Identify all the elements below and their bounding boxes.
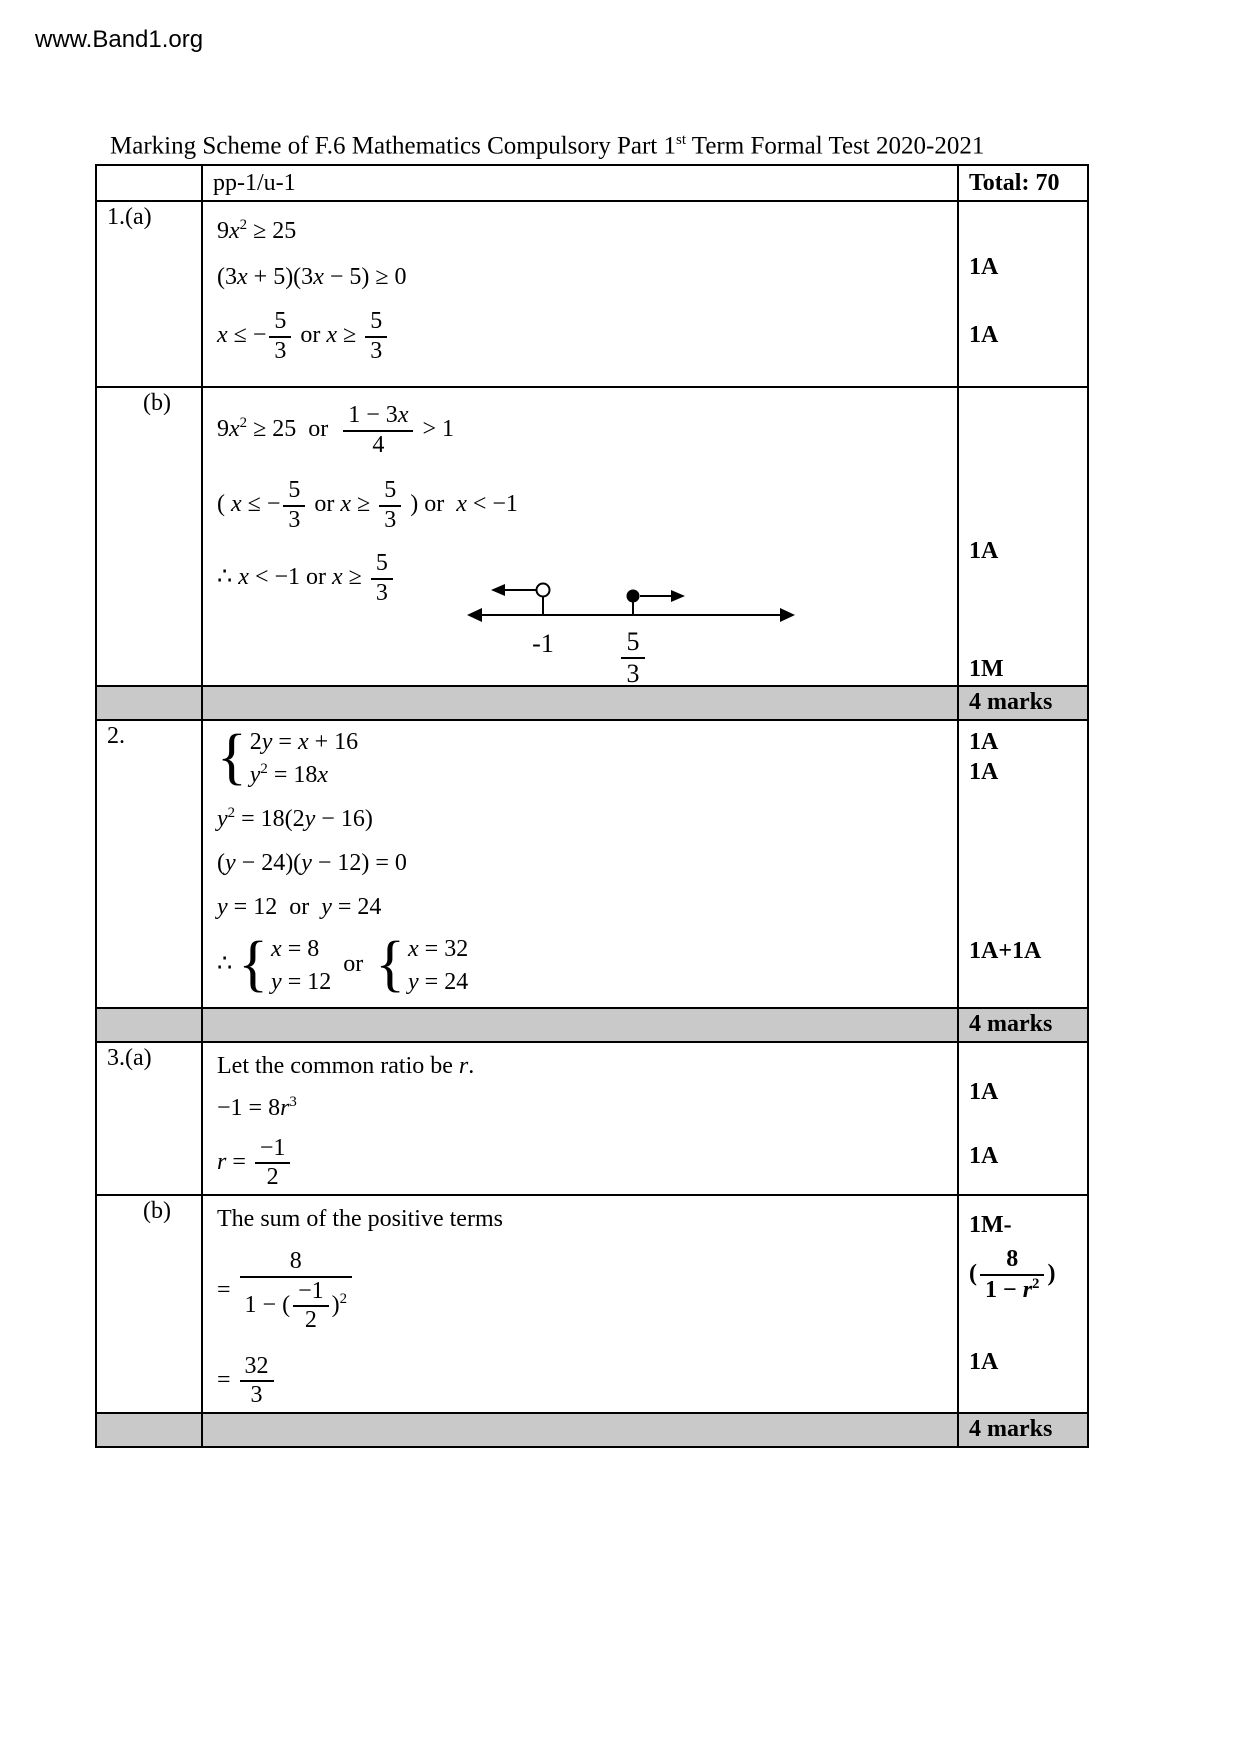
subtotal-marks: 4 marks bbox=[958, 1413, 1088, 1447]
paper-code: pp-1/u-1 bbox=[202, 165, 958, 201]
axis-label-left: -1 bbox=[532, 629, 554, 658]
subtotal-row-2 bbox=[96, 1008, 1088, 1042]
subtotal-marks: 4 marks bbox=[958, 686, 1088, 720]
math-line: (3x + 5)(3x − 5) ≥ 0 bbox=[217, 264, 407, 290]
subtotal-marks: 4 marks bbox=[958, 1008, 1088, 1042]
right-ray-arrow-icon bbox=[671, 590, 685, 602]
row-q3a bbox=[96, 1042, 1088, 1195]
math-line: x ≤ − $\frac{5}{3}$ or x ≥ $\frac{5}{3}$ bbox=[217, 308, 947, 365]
solution-cell-1b bbox=[202, 387, 958, 686]
math-line: (y − 24)(y − 12) = 0 bbox=[217, 849, 407, 876]
subtotal-empty bbox=[202, 1008, 958, 1042]
subtotal-empty bbox=[96, 686, 202, 720]
table-header-row bbox=[96, 165, 1088, 201]
subtotal-empty bbox=[96, 1008, 202, 1042]
marks-cell-3a bbox=[958, 1042, 1088, 1195]
mark-badge: 1A bbox=[969, 759, 999, 786]
filled-dot-icon bbox=[627, 590, 640, 603]
solution-cell-2 bbox=[202, 720, 958, 1008]
math-line: $9x^2 \ge 25$ bbox=[217, 217, 297, 244]
solution-cell-1a bbox=[202, 201, 958, 387]
marks-cell-3b bbox=[958, 1195, 1088, 1413]
mark-badge: 1M bbox=[969, 656, 1004, 683]
math-line: r = $\frac{-1}{2}$ bbox=[217, 1135, 947, 1192]
mark-badge: 1M- bbox=[969, 1211, 1012, 1238]
title-text: Marking Scheme of F.6 Mathematics Compulsory Part 1 bbox=[110, 132, 676, 160]
math-line: y = 12 or y = 24 bbox=[217, 893, 382, 920]
mark-badge: ( $\frac{8}{1 - r^2}$ ) bbox=[969, 1246, 1056, 1303]
math-line: The sum of the positive terms bbox=[217, 1205, 503, 1232]
mark-badge: 1A bbox=[969, 1348, 999, 1375]
row-q1b bbox=[96, 387, 1088, 686]
header-empty-cell bbox=[96, 165, 202, 201]
math-line: { 2y = x + 16 $y^2 = 18x$ bbox=[217, 723, 359, 792]
axis-label-denominator: 3 bbox=[626, 659, 640, 688]
math-line: Let the common ratio be r. bbox=[217, 1052, 475, 1079]
page-title bbox=[110, 132, 984, 160]
site-watermark: www.Band1.org bbox=[35, 26, 204, 53]
marks-cell-2 bbox=[958, 720, 1088, 1008]
axis-left-arrow-icon bbox=[467, 608, 482, 622]
subtotal-empty bbox=[96, 1413, 202, 1447]
left-ray-arrow-icon bbox=[491, 584, 505, 596]
axis-label-numerator: 5 bbox=[626, 627, 640, 656]
math-line: $-1 = 8r^3$ bbox=[217, 1093, 297, 1121]
open-circle-icon bbox=[537, 584, 550, 597]
question-label-1b: (b) bbox=[96, 387, 202, 686]
row-q2 bbox=[96, 720, 1088, 1008]
number-line-diagram bbox=[461, 570, 801, 695]
title-ordinal: st bbox=[675, 132, 686, 148]
mark-badge: 1A+1A bbox=[969, 937, 1042, 964]
math-line: ( x ≤ − $\frac{5}{3}$ or x ≥ $\frac{5}{3}$ ) or x < −1 bbox=[217, 477, 518, 533]
question-label-2: 2. bbox=[96, 720, 202, 1008]
mark-badge: 1A bbox=[969, 1143, 999, 1170]
mark-badge: 1A bbox=[969, 254, 999, 280]
row-q3b bbox=[96, 1195, 1088, 1413]
solution-cell-3a bbox=[202, 1042, 958, 1195]
subtotal-row-3 bbox=[96, 1413, 1088, 1447]
math-line: $9x^2 \ge 25$ or $\frac{1 - 3x}{4}$ > 1 bbox=[217, 402, 455, 458]
math-line: ∴ { x = 8 y = 12 or { x = 32 y = 24 bbox=[217, 930, 469, 999]
math-line: = 8 1 − ( $\frac{-1}{2}$ )$^2$ bbox=[217, 1248, 947, 1335]
mark-badge: 1A bbox=[969, 322, 999, 349]
question-label-1a: 1.(a) bbox=[96, 201, 202, 387]
question-label-3b: (b) bbox=[96, 1195, 202, 1413]
mark-badge: 1A bbox=[969, 538, 999, 564]
marking-scheme-table bbox=[95, 164, 1089, 1448]
subtotal-empty bbox=[202, 1413, 958, 1447]
math-line: ∴ x < −1 or x ≥ $\frac{5}{3}$ bbox=[217, 550, 947, 607]
math-line: = $\frac{32}{3}$ bbox=[217, 1353, 947, 1410]
mark-badge: 1A bbox=[969, 1078, 999, 1105]
question-label-3a: 3.(a) bbox=[96, 1042, 202, 1195]
marks-cell-1a bbox=[958, 201, 1088, 387]
number-line-svg bbox=[461, 570, 801, 688]
axis-right-arrow-icon bbox=[780, 608, 795, 622]
mark-badge: 1A bbox=[969, 728, 999, 755]
row-q1a bbox=[96, 201, 1088, 387]
solution-cell-3b bbox=[202, 1195, 958, 1413]
title-text-rest: Term Formal Test 2020-2021 bbox=[686, 132, 985, 160]
total-marks: Total: 70 bbox=[958, 165, 1088, 201]
marks-cell-1b bbox=[958, 387, 1088, 686]
math-line: $y^2 = 18(2y - 16)$ bbox=[217, 804, 373, 832]
